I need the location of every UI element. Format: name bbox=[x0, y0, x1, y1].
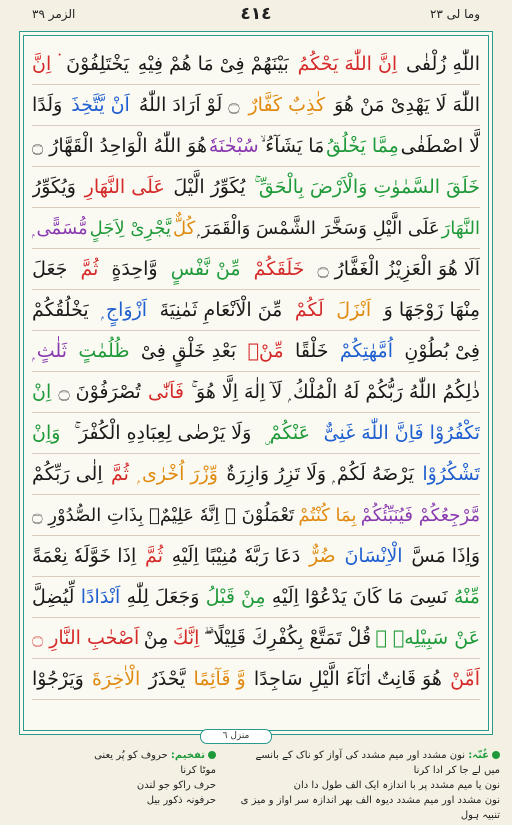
juz-name: وما لی ٢٣ bbox=[429, 7, 480, 21]
verse-segment: نَسِیَ مَا كَانَ يَدْعُوْٓا اِلَيْهِ bbox=[271, 586, 448, 608]
verse-segment: وَاِنْ bbox=[32, 422, 61, 444]
verse-segment: لَكُمْ bbox=[294, 299, 324, 321]
verse-line bbox=[32, 167, 480, 208]
verse-segment: تَشْكُرُوْا bbox=[422, 463, 480, 485]
verse-segment: اِلٰی رَبِّكُمْ bbox=[32, 463, 103, 485]
footer-tafkheem bbox=[76, 748, 216, 808]
bullet-icon bbox=[208, 751, 216, 759]
verse-segment: يَّجْرِیْ لِاَجَلٍ bbox=[89, 217, 172, 239]
bullet-icon bbox=[492, 751, 500, 759]
verse-line bbox=[32, 577, 480, 618]
verse-line bbox=[32, 536, 480, 577]
verse-line bbox=[32, 85, 480, 126]
verse-segment: اِذَا خَوَّلَهٗ نِعْمَةً bbox=[32, 545, 137, 567]
verse-segment: عَنْ سَبِيْلِهٖ ۭ bbox=[375, 627, 480, 649]
verse-segment: مُّسَمًّی ۭ bbox=[32, 217, 88, 239]
tafkheem-label: تفخیم: bbox=[170, 750, 205, 761]
verse-segment: يَخْلُقُكُمْ bbox=[32, 299, 89, 321]
page-number: ٤١٤ bbox=[240, 4, 272, 24]
verse-segment: بِمَا كُنْتُمْ bbox=[298, 504, 357, 526]
verse-segment: مِّنْهُ bbox=[453, 586, 480, 608]
tafkheem-line-3: حرفونہ ذکور بیل bbox=[146, 795, 216, 806]
verse-segment: مِنْهَا زَوْجَهَا وَ bbox=[383, 299, 480, 321]
verse-segment: ثُمَّ bbox=[80, 258, 99, 280]
verse-segment: اَلَا هُوَ الْعَزِيْزُ الْغَفَّارُ ۝ bbox=[317, 258, 480, 280]
verse-segment: مِّنْۢ bbox=[247, 340, 284, 362]
verse-line bbox=[32, 126, 480, 167]
verse-segment: عَلَی الَّيْلِ وَسَخَّرَ الشَّمْسَ وَالْقَمَرَ ۭ bbox=[197, 217, 440, 239]
verse-segment: لَّا اصْطَفٰی bbox=[400, 135, 480, 157]
verse-segment: اَصْحٰبِ النَّارِ ۝ bbox=[32, 627, 140, 649]
surah-name: الزمر ٣٩ bbox=[32, 7, 76, 21]
verse-line bbox=[32, 618, 480, 659]
verse-segment: مِمَّا يَخْلُقُ bbox=[326, 135, 399, 157]
tafkheem-line-1: حروف کو پُر یعنی موٹا کرنا bbox=[94, 750, 216, 776]
verse-segment: اِنَّكَ bbox=[172, 627, 200, 649]
verse-segment: النَّهَارَ bbox=[441, 217, 480, 239]
verse-line bbox=[32, 44, 480, 85]
ghunnah-line-2: نون یا میم مشدد پر با اندازہ ایک الف طول دا دان bbox=[293, 780, 500, 791]
verse-segment: سُبْحٰنَهٗ bbox=[208, 135, 259, 157]
verse-segment: يَخْتَلِفُوْنَ bbox=[66, 53, 130, 75]
verse-segment: وَاِذَا مَسَّ bbox=[411, 545, 480, 567]
verse-segment: اللّٰهِ زُلْفٰی bbox=[406, 53, 480, 75]
verse-segment: اَمَّنْ bbox=[450, 668, 480, 690]
verse-segment: وَلَدًا bbox=[32, 94, 63, 116]
verse-segment: هُوَ اللّٰهُ الْوَاحِدُ الْقَهَّارُ ۝ bbox=[32, 135, 207, 157]
verse-segment: ۬ اِنَّ bbox=[32, 53, 58, 75]
verse-segment: ذٰلِكُمُ اللّٰهُ رَبُّكُمْ لَهُ الْمُلْكُ ۭ لَآ اِلٰهَ اِلَّا هُوَ ۚ bbox=[191, 381, 480, 403]
verse-segment: قُلْ تَمَتَّعْ بِكُفْرِكَ قَلِيْلًا ۤ ۖ bbox=[203, 627, 372, 649]
verse-segment: اَنْ يَّتَّخِذَ bbox=[71, 94, 130, 116]
verse-line bbox=[32, 249, 480, 290]
verse-segment: اَزْوَاجٍ ۭ bbox=[101, 299, 148, 321]
verse-segment: ۝ لَوْ اَرَادَ اللّٰهُ bbox=[138, 94, 240, 116]
verse-line bbox=[32, 659, 480, 700]
verse-segment: تَعْمَلُوْنَ ۭ اِنَّهٗ عَلِيْمٌۢ بِذَاتِ الصُّدُوْرِ ۝ bbox=[32, 504, 295, 526]
verse-segment: فَاَنّٰی bbox=[148, 381, 185, 403]
verse-segment: ثُمَّ bbox=[145, 545, 163, 567]
verse-line bbox=[32, 290, 480, 331]
verse-segment: يَّحْذَرُ bbox=[148, 668, 186, 690]
verse-segment: مِّنَ الْاَنْعَامِ ثَمٰنِيَةَ bbox=[159, 299, 283, 321]
verse-segment: مِّنْ نَّفْسٍ bbox=[170, 258, 241, 280]
verse-segment: خَلَقَكُمْ bbox=[253, 258, 305, 280]
verse-segment: مِنْ bbox=[143, 627, 169, 649]
manzil-marker: منزل ٦ bbox=[200, 729, 272, 744]
verse-segment: اِنَّ اللّٰهَ يَحْكُمُ bbox=[297, 53, 398, 75]
verse-segment: تَكْفُرُوْا فَاِنَّ اللّٰهَ غَنِیٌّ bbox=[323, 422, 480, 444]
ghunnah-line-1: نون مشدد اور میم مشدد کی آواز کو ناک کے بانسے میں لے جا کر ادا کرنا bbox=[255, 750, 500, 776]
ghunnah-line-3: نون مشدد اور میم مشدد دیوہ الف بھر اندازہ سر اواز و میز ی تنبیہ ہول bbox=[240, 795, 500, 821]
verse-segment: خَلَقَ السَّمٰوٰتِ وَالْاَرْضَ بِالْحَقِّ ۚ bbox=[254, 176, 480, 198]
verse-segment: جَعَلَ bbox=[32, 258, 68, 280]
verse-line bbox=[32, 372, 480, 413]
verse-segment: وَيَرْجُوْا bbox=[32, 668, 84, 690]
verse-segment: ظُلُمٰتٍ bbox=[78, 340, 130, 362]
verse-segment: تُصْرَفُوْنَ ۝ bbox=[58, 381, 141, 403]
verse-segment: اللّٰهَ لَا يَهْدِیْ مَنْ هُوَ bbox=[334, 94, 480, 116]
verse-segment: كُلٌّ bbox=[172, 217, 196, 239]
verse-line bbox=[32, 331, 480, 372]
verse-segment: وَّ قَآئِمًا bbox=[193, 668, 246, 690]
verse-line bbox=[32, 413, 480, 454]
verse-segment: مَّرْجِعُكُمْ فَيُنَبِّئُكُمْ bbox=[360, 504, 480, 526]
verse-segment: ثُمَّ bbox=[110, 463, 129, 485]
verse-segment: يَرْضَهُ لَكُمْ ۭ وَلَا تَزِرُ وَازِرَةٌ bbox=[226, 463, 414, 485]
footer-ghunnah bbox=[240, 748, 500, 823]
verse-segment: اَنْدَادًا bbox=[80, 586, 121, 608]
verse-line bbox=[32, 495, 480, 536]
verse-segment: الْاٰخِرَةَ bbox=[92, 668, 141, 690]
verse-segment: اَنْزَلَ bbox=[336, 299, 372, 321]
verse-segment: وَلَا يَرْضٰی لِعِبَادِهِ الْكُفْرَ ۚ bbox=[74, 422, 252, 444]
verse-segment: وَيُكَوِّرُ bbox=[32, 176, 76, 198]
verse-segment: يُكَوِّرُ الَّيْلَ bbox=[173, 176, 246, 198]
verse-segment: فِیْ بُطُوْنِ bbox=[404, 340, 480, 362]
verse-segment: مَا يَشَآءُ ۙ bbox=[260, 135, 325, 157]
verse-segment: ثَلٰثٍ ۭ bbox=[32, 340, 67, 362]
verse-segment: لِّيُضِلَّ bbox=[32, 586, 75, 608]
verse-segment: الْاِنْسَانَ bbox=[344, 545, 403, 567]
verse-segment: بَيْنَهُمْ فِیْ مَا هُمْ فِيْهِ bbox=[137, 53, 289, 75]
ghunnah-label: غُنّہ: bbox=[468, 750, 489, 761]
verse-segment: ضُرٌّ bbox=[309, 545, 336, 567]
text-frame bbox=[19, 31, 493, 735]
verse-segment: عَلَی النَّهَارِ bbox=[84, 176, 165, 198]
verse-segment: وَّاحِدَةٍ bbox=[111, 258, 158, 280]
verse-segment: هُوَ قَانِتٌ اٰنَآءَ الَّيْلِ سَاجِدًا bbox=[253, 668, 442, 690]
verse-segment: اِنْ bbox=[32, 381, 52, 403]
page-header bbox=[18, 4, 494, 30]
verse-segment: وَجَعَلَ لِلّٰهِ bbox=[126, 586, 200, 608]
verse-line bbox=[32, 208, 480, 249]
verse-segment: خَلْقًا bbox=[295, 340, 329, 362]
verse-segment: وِّزْرَ اُخْرٰی ۭ bbox=[137, 463, 218, 485]
verse-segment: بَعْدِ خَلْقٍ فِیْ bbox=[140, 340, 237, 362]
verse-segment: مِنْ قَبْلُ bbox=[205, 586, 266, 608]
tafkheem-line-2: حرف راکو جو لندن bbox=[136, 780, 216, 791]
verse-segment: دَعَا رَبَّهٗ مُنِيْبًا اِلَيْهِ bbox=[171, 545, 301, 567]
verse-segment: كٰذِبٌ كَفَّارٌ bbox=[248, 94, 326, 116]
verse-segment: اُمَّهٰتِكُمْ bbox=[339, 340, 393, 362]
verse-line bbox=[32, 454, 480, 495]
verse-segment: عَنْكُمْ ۣ bbox=[265, 422, 310, 444]
